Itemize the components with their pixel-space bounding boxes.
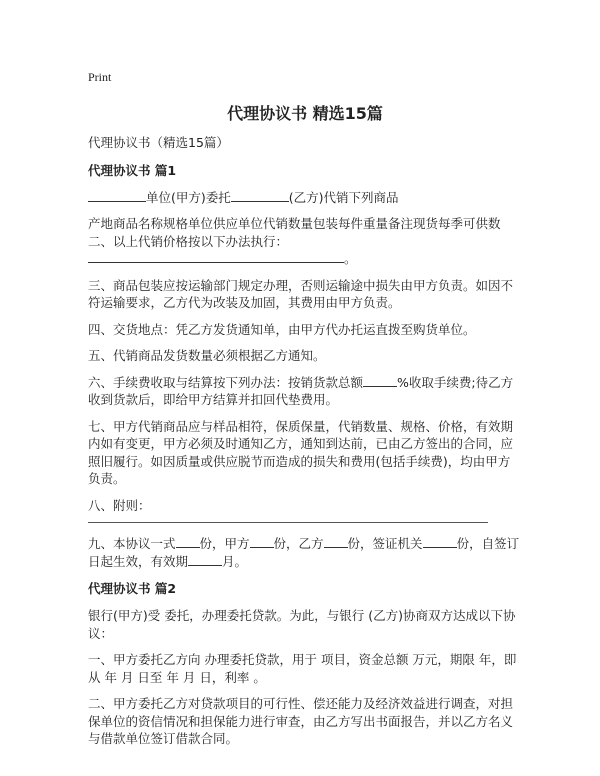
paragraph: 银行(甲方)受 委托，办理委托贷款。为此，与银行 (乙方)协商双方达成以下协议：	[88, 608, 516, 641]
text: 份，签证机关	[347, 536, 423, 551]
page-title: 代理协议书 精选15篇	[227, 104, 383, 123]
blank-field	[88, 189, 146, 202]
print-link[interactable]: Print	[88, 70, 112, 84]
paragraph: 七、甲方代销商品应与样品相符，保质保量，代销数量、规格、价格，有效期内如有变更，甲方必须及时通知乙方，通知到达前，已由乙方签出的合同，应照旧履行。如因质量或供应脱节而造成的损失和费用(包括手续费)，均由甲方负责。	[88, 418, 514, 486]
paragraph: 二、甲方委托乙方对贷款项目的可行性、偿还能力及经济效益进行调查，对担保单位的资信情况和担保能力进行审查，由乙方写出书面报告，并以乙方名义与借款单位签订借款合同。	[88, 696, 514, 746]
paragraph: 五、代销商品发货数量必须根据乙方通知。	[88, 348, 326, 363]
blank-field	[188, 553, 222, 566]
text: 份，自签订日起生效，有效期	[88, 536, 520, 569]
blank-field	[324, 535, 348, 548]
document-page	[88, 70, 522, 757]
text: %收取手续费;待乙方收到货款后，即给甲方结算并扣回代垫费用。	[88, 374, 514, 407]
paragraph	[88, 215, 522, 268]
paragraph	[88, 535, 522, 570]
blank-field	[250, 535, 274, 548]
section-heading-2: 代理协议书 篇2	[88, 581, 177, 596]
text: (乙方)代销下列商品	[288, 189, 399, 205]
section-heading-1: 代理协议书 篇1	[88, 162, 177, 178]
paragraph: 一、甲方委托乙方向 办理委托贷款，用于 项目，资金总额 万元，期限 年，即从 年 月 日至 年 月 日，利率 。	[88, 652, 517, 685]
subtitle: 代理协议书（精选15篇）	[88, 135, 229, 150]
text: 单位(甲方)委托	[146, 189, 231, 205]
paragraph: 四、交货地点：凭乙方发货通知单，由甲方代办托运直拨至购货单位。	[88, 321, 476, 337]
paragraph	[88, 374, 522, 409]
text: 月。	[222, 553, 248, 569]
text: 六、手续费收取与结算按下列办法：按销货款总额	[88, 374, 364, 390]
text: 九、本协议一式	[88, 536, 176, 551]
text: 。	[344, 251, 357, 266]
blank-field	[176, 535, 200, 548]
blank-field	[88, 250, 344, 263]
paragraph: 三、商品包装应按运输部门规定办理，否则运输途中损失由甲方负责。如因不符运输要求，乙方代为改装及加固，其费用由甲方负责。	[88, 277, 514, 310]
text: 份，乙方	[273, 536, 324, 551]
text: 份，甲方	[199, 536, 250, 551]
blank-field	[231, 189, 289, 202]
blank-field	[423, 535, 457, 548]
paragraph: 八、附则：	[88, 497, 151, 513]
blank-field	[363, 374, 397, 387]
paragraph	[88, 189, 522, 207]
blank-line	[88, 521, 488, 523]
text: 产地商品名称规格单位供应单位代销数量包装每件重量备注现货每季可供数二、以上代销价格按以下办法执行：	[88, 216, 501, 249]
